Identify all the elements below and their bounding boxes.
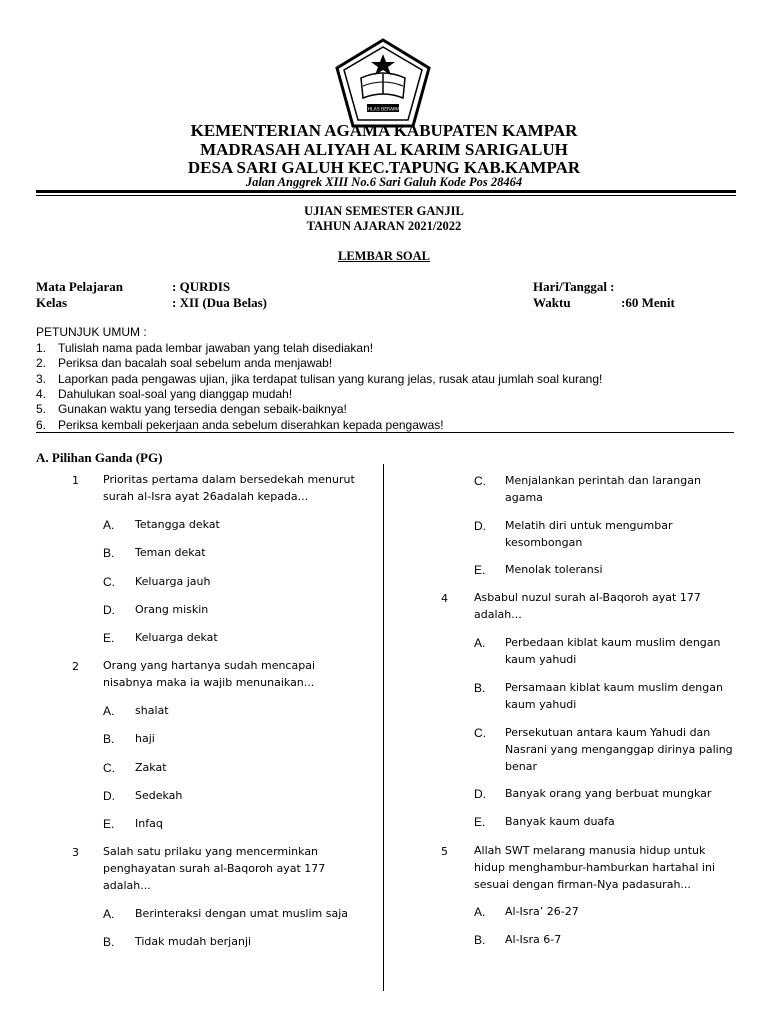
option-letter: D.	[103, 789, 115, 803]
instruction-text: Dahulukan soal-soal yang dianggap mudah!	[58, 387, 293, 401]
question-number: 5	[441, 845, 448, 858]
option-text-line: haji	[135, 732, 155, 745]
option-text	[135, 905, 348, 922]
class-label: Kelas	[36, 295, 68, 310]
option-letter: E.	[103, 817, 115, 831]
school-logo	[333, 38, 433, 130]
question-text-line: penghayatan surah al-Baqoroh ayat 177	[103, 862, 326, 875]
option-text	[135, 601, 208, 618]
instruction-number: 2.	[36, 356, 47, 370]
option-letter: A.	[103, 704, 115, 718]
question-text-line: Orang yang hartanya sudah mencapai	[103, 659, 315, 672]
option-text-line: Sedekah	[135, 789, 183, 802]
option-letter: B.	[103, 546, 115, 560]
option-text-line: Menjalankan perintah dan larangan	[505, 474, 701, 487]
option-text	[135, 759, 167, 776]
option-text	[505, 472, 701, 506]
option-text	[505, 724, 733, 775]
option-text	[135, 573, 211, 590]
column-divider	[383, 464, 384, 991]
option-text	[505, 785, 711, 802]
option-text	[135, 933, 251, 950]
option-text-line: kaum yahudi	[505, 698, 577, 711]
option-letter: B.	[474, 681, 486, 695]
option-text	[505, 634, 721, 668]
option-text-line: Melatih diri untuk mengumbar	[505, 519, 673, 532]
question-text-line: surah al-Isra ayat 26adalah kepada...	[103, 490, 309, 503]
option-text	[505, 517, 672, 551]
instruction-text: Periksa kembali pekerjaan anda sebelum diserahkan kepada pengawas!	[58, 418, 444, 432]
option-text	[135, 629, 218, 646]
option-letter: E.	[474, 815, 486, 829]
question-text	[103, 471, 355, 505]
option-text-line: Orang miskin	[135, 603, 209, 616]
option-letter: A.	[103, 907, 115, 921]
question-number: 3	[72, 846, 79, 859]
instruction-number: 3.	[36, 372, 47, 386]
option-text	[505, 679, 723, 713]
instructions-title: PETUNJUK UMUM :	[36, 325, 147, 339]
option-text-line: Al-Isra’ 26-27	[505, 905, 579, 918]
question-text-line: Salah satu prilaku yang mencerminkan	[103, 845, 319, 858]
logo-motto: IKHLAS BERAMAL	[363, 107, 403, 113]
option-letter: D.	[474, 787, 486, 801]
option-letter: E.	[474, 563, 486, 577]
question-text	[103, 657, 315, 691]
option-text	[135, 815, 163, 832]
option-text-line: benar	[505, 760, 537, 773]
option-text	[505, 813, 615, 830]
question-text-line: Asbabul nuzul surah al-Baqoroh ayat 177	[474, 591, 701, 604]
header-rule-thick	[36, 190, 736, 193]
class-value: : XII (Dua Belas)	[172, 295, 267, 310]
question-text-line: adalah...	[474, 608, 522, 621]
instruction-number: 6.	[36, 418, 47, 432]
option-letter: B.	[103, 732, 115, 746]
question-text-line: Allah SWT melarang manusia hidup untuk	[474, 844, 706, 857]
question-number: 4	[441, 592, 448, 605]
option-text	[135, 516, 220, 533]
option-text-line: Zakat	[135, 761, 167, 774]
option-text-line: agama	[505, 491, 543, 504]
option-text-line: Keluarga jauh	[135, 575, 211, 588]
instruction-text: Tulislah nama pada lembar jawaban yang telah disediakan!	[58, 341, 374, 355]
option-text-line: Infaq	[135, 817, 163, 830]
option-text-line: Berinteraksi dengan umat muslim saja	[135, 907, 349, 920]
option-text	[135, 544, 206, 561]
instruction-text: Periksa dan bacalah soal sebelum anda menjawab!	[58, 356, 333, 370]
option-text	[135, 702, 169, 719]
question-text	[103, 843, 325, 894]
day-label: Hari/Tanggal :	[533, 279, 615, 294]
option-text	[135, 730, 155, 747]
instruction-text: Laporkan pada pengawas ujian, jika terdapat tulisan yang kurang jelas, rusak atau jumlah soal kurang!	[58, 372, 603, 386]
question-text	[474, 842, 715, 893]
option-text	[505, 561, 603, 578]
kementerian-agama-emblem-icon	[333, 38, 433, 130]
option-letter: D.	[474, 519, 486, 533]
section-title: A. Pilihan Ganda (PG)	[36, 450, 163, 465]
option-letter: A.	[103, 518, 115, 532]
option-letter: C.	[474, 726, 486, 740]
option-letter: E.	[103, 631, 115, 645]
instructions-rule	[36, 432, 734, 433]
instruction-text: Gunakan waktu yang tersedia dengan sebaik-baiknya!	[58, 402, 347, 416]
sheet-title: LEMBAR SOAL	[337, 249, 431, 263]
option-text-line: Banyak kaum duafa	[505, 815, 615, 828]
time-value: :60 Menit	[621, 295, 675, 310]
question-number: 1	[72, 474, 79, 487]
subject-value: : QURDIS	[172, 279, 231, 294]
option-text-line: shalat	[135, 704, 169, 717]
option-letter: C.	[103, 761, 115, 775]
option-letter: A.	[474, 905, 486, 919]
option-letter: A.	[474, 636, 486, 650]
option-text-line: Tidak mudah berjanji	[135, 935, 252, 948]
option-letter: C.	[474, 474, 486, 488]
question-text-line: sesuai dengan firman-Nya padasurah...	[474, 878, 691, 891]
option-text-line: Persekutuan antara kaum Yahudi dan	[505, 726, 711, 739]
header-line-school: MADRASAH ALIYAH AL KARIM SARIGALUH	[200, 140, 568, 159]
option-text-line: Perbedaan kiblat kaum muslim dengan	[505, 636, 721, 649]
option-text-line: Al-Isra 6-7	[505, 933, 562, 946]
option-text-line: kesombongan	[505, 536, 583, 549]
option-text	[135, 787, 182, 804]
option-text-line: Tetangga dekat	[135, 518, 220, 531]
option-text-line: Menolak toleransi	[505, 563, 603, 576]
exam-year: TAHUN AJARAN 2021/2022	[306, 219, 462, 233]
question-text-line: nisabnya maka ia wajib menunaikan...	[103, 676, 315, 689]
instruction-number: 1.	[36, 341, 47, 355]
option-letter: C.	[103, 575, 115, 589]
option-text-line: Nasrani yang menganggap dirinya paling	[505, 743, 733, 756]
question-text	[474, 589, 701, 623]
option-text	[505, 903, 579, 920]
option-letter: B.	[103, 935, 115, 949]
header-line-ministry: KEMENTERIAN AGAMA KABUPATEN KAMPAR	[190, 121, 578, 140]
instruction-number: 4.	[36, 387, 47, 401]
question-text-line: hidup menghambur-hamburkan hartahal ini	[474, 861, 715, 874]
exam-title: UJIAN SEMESTER GANJIL	[304, 204, 464, 218]
option-text-line: Persamaan kiblat kaum muslim dengan	[505, 681, 723, 694]
question-text-line: adalah...	[103, 879, 151, 892]
option-text-line: Teman dekat	[135, 546, 206, 559]
header-rule-thin	[36, 195, 736, 196]
option-letter: D.	[103, 603, 115, 617]
question-text-line: Prioritas pertama dalam bersedekah menurut	[103, 473, 355, 486]
option-text	[505, 931, 561, 948]
header-line-location: DESA SARI GALUH KEC.TAPUNG KAB.KAMPAR	[187, 158, 581, 177]
instruction-number: 5.	[36, 402, 47, 416]
option-text-line: kaum yahudi	[505, 653, 577, 666]
subject-label: Mata Pelajaran	[36, 279, 124, 294]
time-label: Waktu	[533, 295, 571, 310]
header-address: Jalan Anggrek XIII No.6 Sari Galuh Kode Pos 28464	[245, 175, 523, 189]
question-number: 2	[72, 660, 79, 673]
option-letter: B.	[474, 933, 486, 947]
option-text-line: Banyak orang yang berbuat mungkar	[505, 787, 712, 800]
option-text-line: Keluarga dekat	[135, 631, 218, 644]
